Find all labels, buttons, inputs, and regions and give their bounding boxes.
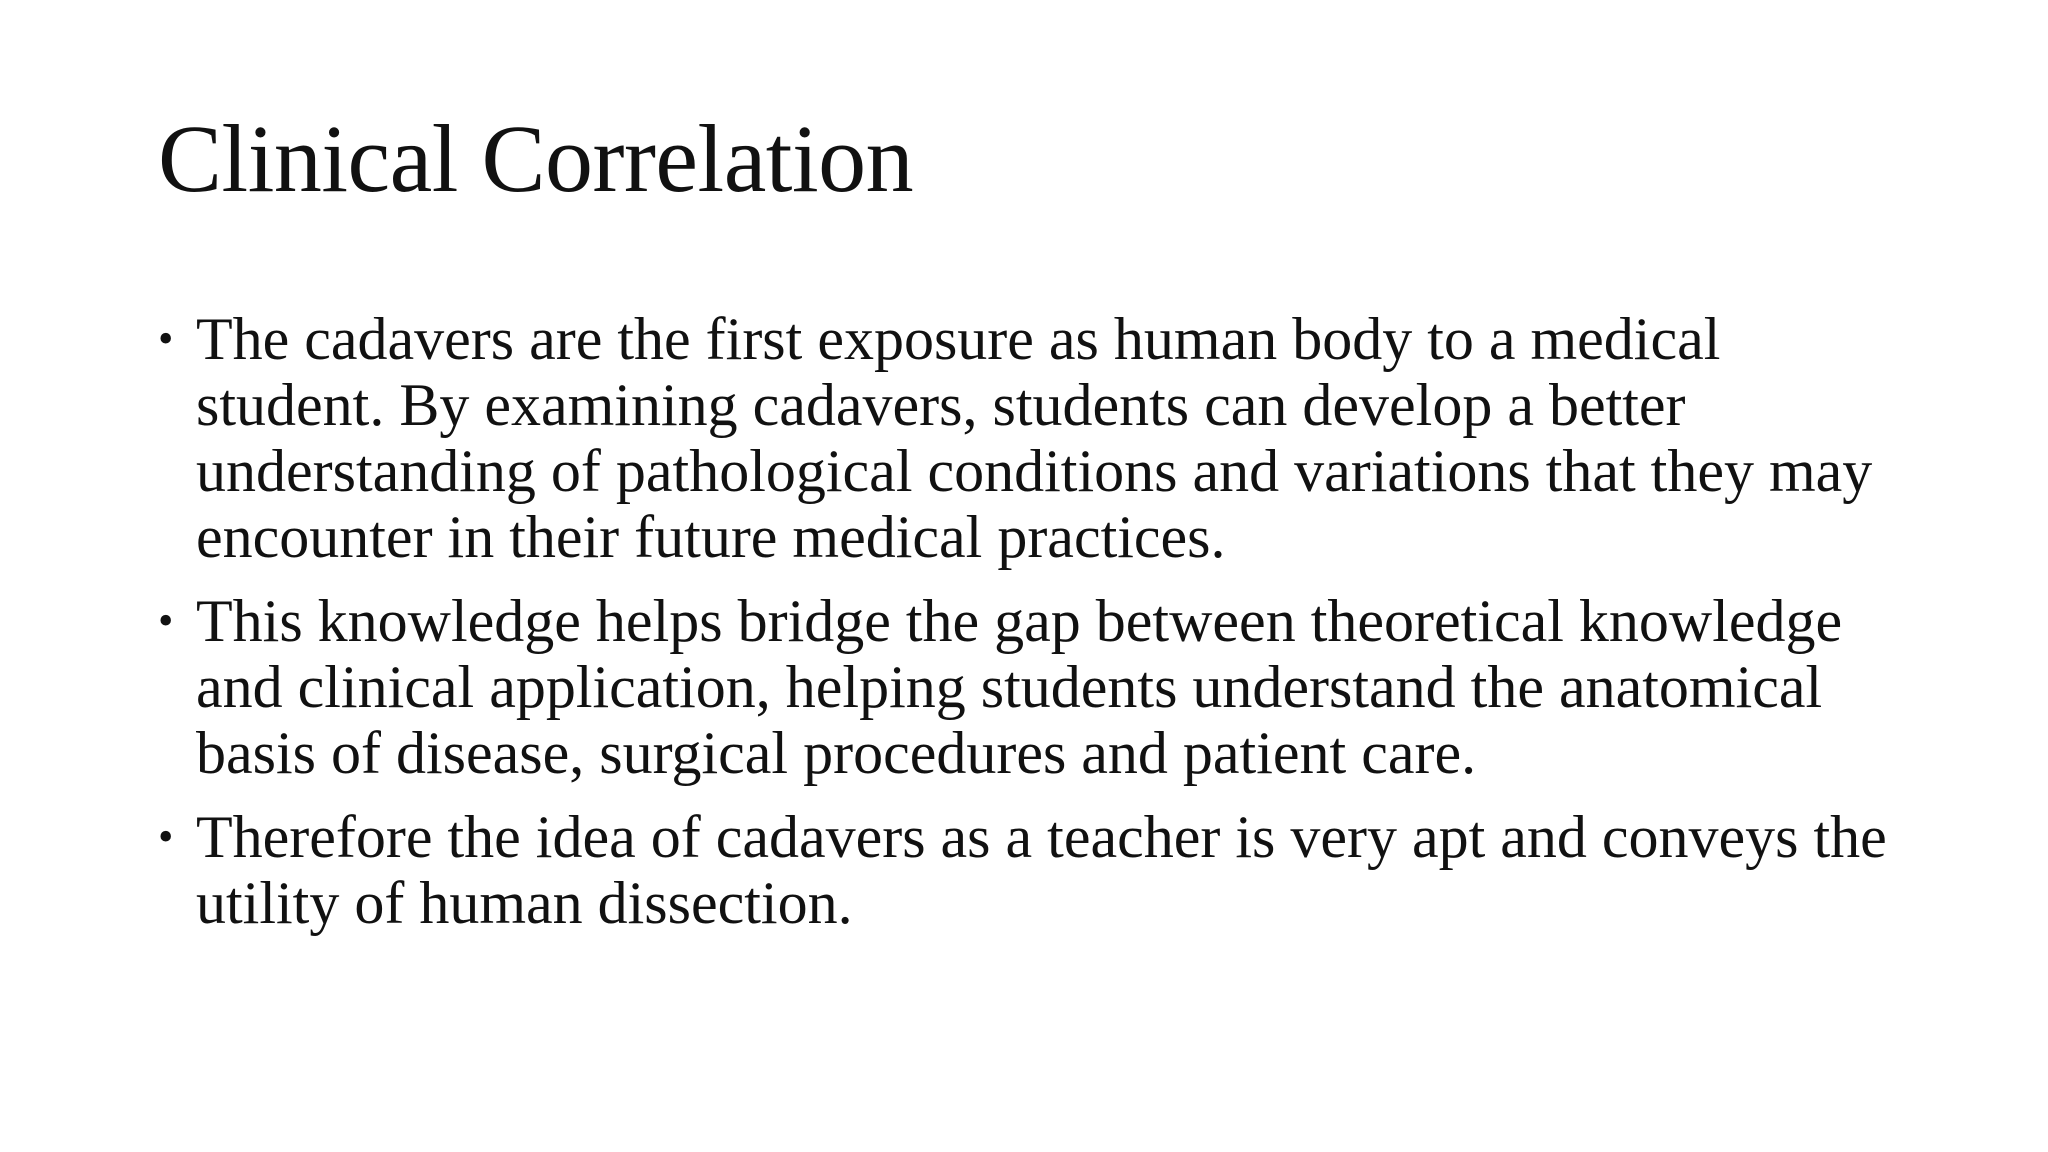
- bullet-item: [158, 588, 1898, 786]
- bullet-icon: •: [158, 596, 174, 645]
- bullet-icon: •: [158, 812, 174, 861]
- bullet-item: [158, 306, 1898, 570]
- slide-title: Clinical Correlation: [158, 105, 914, 212]
- bullet-text: Therefore the idea of cadavers as a teacher is very apt and conveys the utility of human dissection.: [196, 804, 1887, 936]
- bullet-text: This knowledge helps bridge the gap between theoretical knowledge and clinical application, helping students understand the anatomical basis of disease, surgical procedures and patient care.: [196, 588, 1843, 786]
- bullet-icon: •: [158, 314, 174, 363]
- bullet-item: [158, 804, 1898, 936]
- bullet-text: The cadavers are the first exposure as human body to a medical student. By examining cadavers, students can develop a better understanding of pathological conditions and variations that they may encounter in their future medical practices.: [196, 306, 1873, 570]
- bullet-list: [158, 306, 1898, 954]
